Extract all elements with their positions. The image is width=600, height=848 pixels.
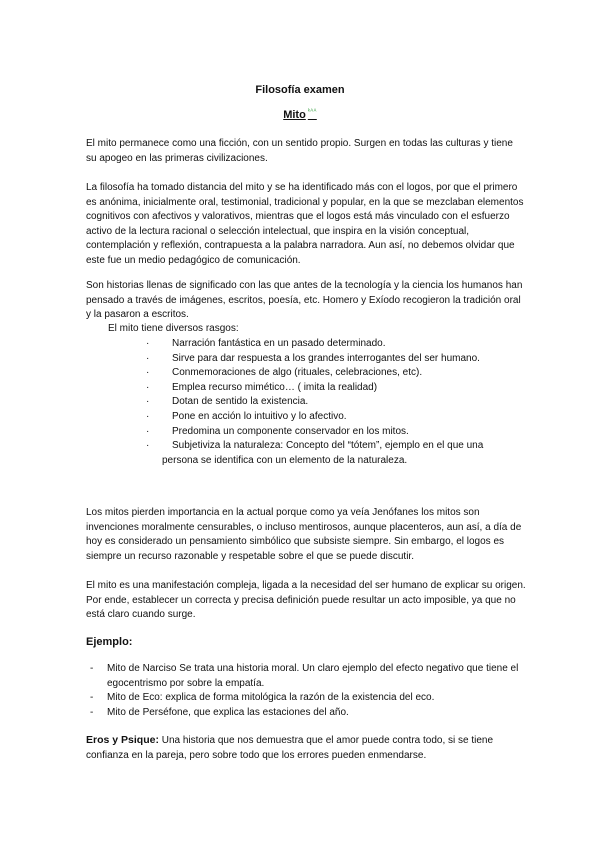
list-item: - Mito de Perséfone, que explica las estaciones del año. <box>90 706 526 721</box>
bullet-icon: · <box>146 352 150 364</box>
list-item: · Subjetiviza la naturaleza: Concepto del “tótem”, ejemplo en el que una persona se identifica con un elemento de la naturaleza. <box>146 440 484 466</box>
list-item: - Mito de Narciso Se trata una historia moral. Un claro ejemplo del efecto negativo que tiene el egocentrismo por sobre la empatía. <box>90 663 519 689</box>
paragraph-eros <box>86 733 526 763</box>
traits-list <box>146 337 526 468</box>
example-heading: Ejemplo: <box>86 636 133 648</box>
list-item: · Conmemoraciones de algo (rituales, celebraciones, etc). <box>146 366 526 381</box>
list-item: - Mito de Eco: explica de forma mitológica la razón de la existencia del eco. <box>90 691 526 706</box>
paragraph-definition: El mito es una manifestación compleja, ligada a la necesidad del ser humano de explicar su origen. Por ende, establecer un correcta y precisa definición puede resultar un acto imposible, ya que no está claro cuando surge. <box>86 580 526 621</box>
list-item: · Predomina un componente conservador en los mitos. <box>146 425 526 440</box>
list-item: · Emplea recurso mimético… ( imita la realidad) <box>146 381 526 396</box>
section-title <box>0 109 600 121</box>
bullet-icon: · <box>146 367 150 379</box>
list-item: · Dotan de sentido la existencia. <box>146 395 526 410</box>
section-title-mark: ᵏᴬᴬ <box>307 109 317 116</box>
bullet-icon: · <box>146 440 150 452</box>
bullet-icon: · <box>146 396 150 408</box>
eros-text: Una historia que nos demuestra que el amor puede contra todo, si se tiene confianza en la pareja, pero sobre todo que los errores pueden enmendarse. <box>86 735 494 761</box>
paragraph-decline: Los mitos pierden importancia en la actual porque como ya veía Jenófanes los mitos son invenciones moralmente censurables, o incluso mentirosos, aunque placenteros, aun así, a día de hoy es considerado un pensamiento simbólico que subsiste siempre. Sin embargo, el logos es siempre un recurso razonable y respetable sobre el que se puede discutir. <box>86 507 522 562</box>
section-title-text: Mito <box>283 109 306 121</box>
traits-intro: El mito tiene diversos rasgos: <box>108 323 239 334</box>
dash-icon: - <box>90 692 94 704</box>
bullet-icon: · <box>146 338 150 349</box>
dash-icon: - <box>90 706 94 718</box>
bullet-icon: · <box>146 425 150 437</box>
list-item: · Pone en acción lo intuitivo y lo afectivo. <box>146 410 526 425</box>
paragraph-stories: Son historias llenas de significado con las que antes de la tecnología y la ciencia los humanos han pensado a través de imágenes, escritos, poesía, etc. Homero y Exíodo recogieron la tradición oral y la pasaron a escritos. <box>86 280 523 321</box>
paragraph-philosophy: La filosofía ha tomado distancia del mito y se ha identificado más con el logos, por que el primero es anónima, inicialmente oral, testimonial, tradicional y popular, en la que se mezclaban elementos cognitivos con afectivos y valorativos, mientras que el logos está más vinculado con el esfuerzo activo de la lectura racional o selección intelectual, que inspira en la visión conceptual, contemplación y reflexión, contrapuesta a la palabra narradora. Aun así, no debemos olvidar que este fue un medio pedagógico de comunicación. <box>86 182 524 266</box>
dash-icon: - <box>90 663 94 674</box>
list-item: · Sirve para dar respuesta a los grandes interrogantes del ser humano. <box>146 352 526 367</box>
bullet-icon: · <box>146 381 150 393</box>
paragraph-intro: El mito permanece como una ficción, con un sentido propio. Surgen en todas las culturas y tiene su apogeo en las primeras civilizaciones. <box>86 138 513 164</box>
eros-label: Eros y Psique: <box>86 734 159 746</box>
examples-list <box>90 662 526 720</box>
bullet-icon: · <box>146 410 150 422</box>
list-item: · Narración fantástica en un pasado determinado. <box>146 337 526 352</box>
document-title: Filosofía examen <box>255 84 345 96</box>
